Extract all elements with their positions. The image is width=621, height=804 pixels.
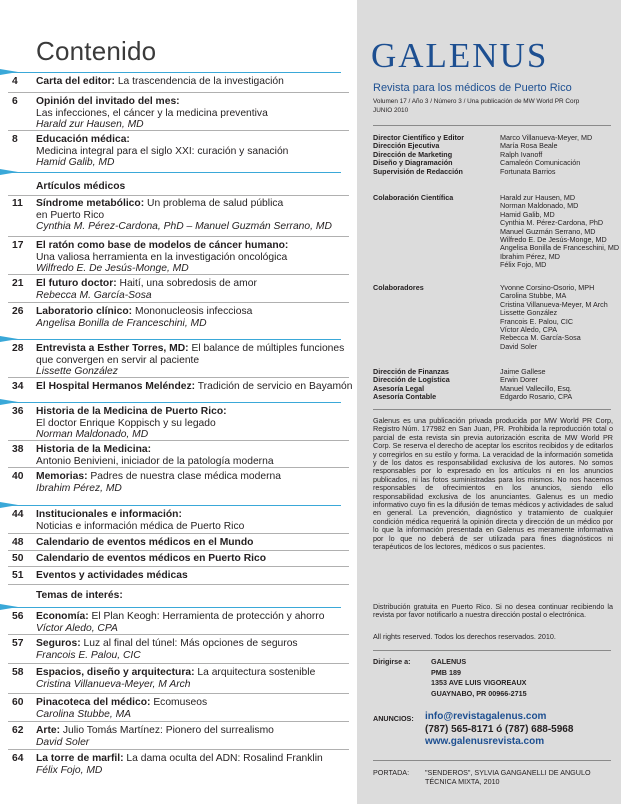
staff-admin-list — [373, 368, 613, 402]
page-number: 44 — [12, 509, 24, 520]
address-line: PMB 189 — [431, 667, 461, 677]
entry-section-title: Carta del editor: — [36, 76, 115, 87]
entry-author: Angelisa Bonilla de Franceschini, MD — [36, 317, 207, 329]
page-number: 56 — [12, 611, 24, 622]
entry-section-title: Calendario de eventos médicos en el Mundo — [36, 537, 254, 548]
entry-subtitle: Antonio Benivieni, iniciador de la patología moderna — [36, 455, 274, 467]
staff-row — [373, 343, 613, 351]
phone-numbers: (787) 565-8171 ó (787) 688-5968 — [425, 723, 574, 735]
page-number: 17 — [12, 240, 24, 251]
entry-title: El Plan Keogh: Herramienta de protección y ahorro — [88, 611, 325, 622]
entry-author: Hamid Galib, MD — [36, 157, 115, 169]
toc-divider — [8, 467, 349, 468]
staff-row — [373, 253, 613, 261]
toc-divider — [8, 749, 349, 750]
entry-title: La dama oculta del ADN: Rosalind Franklin — [123, 753, 323, 764]
masthead-panel — [357, 0, 621, 804]
scientific-collaborators-list — [373, 193, 620, 270]
entry-title: Julio Tomás Martínez: Pionero del surrealismo — [60, 725, 274, 736]
entry-section-title: El futuro doctor: — [36, 278, 117, 289]
page-number: 36 — [12, 406, 24, 417]
entry-title: Un problema de salud pública — [144, 198, 284, 209]
toc-divider — [8, 663, 349, 664]
toc-section-heading: Artículos médicos — [36, 181, 126, 192]
staff-row — [373, 318, 613, 326]
address-line: GALENUS — [431, 657, 467, 666]
entry-author: Víctor Aledo, CPA — [36, 622, 118, 634]
staff-name: Manuel Vallecillo, Esq. — [500, 383, 572, 393]
toc-divider — [8, 302, 349, 303]
entry-title: Mononucleosis infecciosa — [132, 306, 253, 317]
entry-section-title: Historia de la Medicina: — [36, 444, 152, 455]
entry-subtitle: en Puerto Rico — [36, 209, 105, 221]
collaborator-name: Rebecca M. García-Sosa — [500, 333, 581, 343]
page-number: 62 — [12, 725, 24, 736]
entry-title: Haití, una sobredosis de amor — [116, 278, 257, 289]
entry-author: Wilfredo E. De Jesús-Monge, MD — [36, 263, 189, 275]
staff-main-list — [373, 134, 613, 176]
entry-section-title: Opinión del invitado del mes: — [36, 96, 180, 107]
toc-divider — [8, 274, 349, 275]
ads-label: ANUNCIOS: — [373, 714, 414, 723]
staff-row — [373, 309, 613, 317]
page-number: 60 — [12, 697, 24, 708]
entry-author: Rebecca M. García-Sosa — [36, 289, 152, 301]
staff-name: Jaime Gallese — [500, 367, 546, 376]
entry-author: Cristina Villanueva-Meyer, M Arch — [36, 678, 191, 690]
collaborator-name: Víctor Aledo, CPA — [500, 324, 557, 334]
page-number: 4 — [12, 76, 18, 87]
toc-divider — [8, 377, 349, 378]
issue-date: JUNIO 2010 — [373, 107, 409, 114]
entry-author: Carolina Stubbe, MA — [36, 708, 132, 720]
entry-section-title: La torre de marfil: — [36, 753, 124, 764]
staff-row — [373, 243, 620, 253]
toc-divider — [8, 566, 349, 567]
collaborator-name: Félix Fojo, MD — [500, 260, 547, 270]
staff-name: Marco Villanueva-Meyer, MD — [500, 133, 593, 142]
entry-author: Félix Fojo, MD — [36, 764, 103, 776]
address-label: Dirigirse a: — [373, 657, 411, 666]
page-number: 28 — [12, 343, 24, 354]
toc-divider — [8, 550, 349, 551]
toc-title: Contenido — [36, 36, 157, 66]
staff-name: Fortunata Barrios — [500, 166, 556, 176]
entry-author: Ibrahim Pérez, MD — [36, 482, 122, 494]
email-link[interactable]: info@revistagalenus.com — [425, 711, 547, 722]
toc-divider — [8, 721, 349, 722]
entry-section-title: Pinacoteca del médico: — [36, 697, 151, 708]
entry-section-title: Historia de la Medicina de Puerto Rico: — [36, 406, 227, 417]
staff-row — [373, 334, 613, 342]
toc-divider — [0, 172, 341, 173]
entry-author: Lissette González — [36, 366, 118, 378]
entry-section-title: Seguros: — [36, 638, 81, 649]
staff-row — [373, 284, 613, 292]
page-number: 57 — [12, 638, 24, 649]
entry-section-title: Calendario de eventos médicos en Puerto Rico — [36, 553, 267, 564]
address-line: 1353 AVE LUIS VIGOREAUX — [431, 678, 527, 687]
entry-section-title: El ratón como base de modelos de cáncer humano: — [36, 240, 289, 251]
entry-section-title: Síndrome metabólico: — [36, 198, 145, 209]
collaborator-name: Norman Maldonado, MD — [500, 201, 579, 211]
entry-author: Francois E. Palou, CIC — [36, 649, 141, 661]
collaborator-name: Cynthia M. Pérez-Cardona, PhD — [500, 218, 604, 228]
toc-divider — [8, 533, 349, 534]
entry-author: Norman Maldonado, MD — [36, 429, 149, 441]
toc-divider — [0, 72, 341, 73]
colaboradores-label: Colaboradores — [373, 283, 424, 292]
toc-divider — [8, 634, 349, 635]
entry-author: Cynthia M. Pérez-Cardona, PhD – Manuel Guzmán Serrano, MD — [36, 221, 332, 233]
collaborator-name: Harald zur Hausen, MD — [500, 193, 576, 202]
entry-section-title: El Hospital Hermanos Meléndez: — [36, 381, 196, 392]
colab-cientifica-label: Colaboración Científica — [373, 193, 454, 202]
staff-name: Camaleón Comunicación — [500, 158, 581, 168]
toc-divider — [8, 236, 349, 237]
page-number: 38 — [12, 444, 24, 455]
page-number: 8 — [12, 134, 18, 145]
magazine-subtitle: Revista para los médicos de Puerto Rico — [373, 82, 572, 94]
entry-section-title: Entrevista a Esther Torres, MD: — [36, 343, 189, 354]
toc-divider — [8, 92, 349, 93]
collaborator-name: Ibrahim Pérez, MD — [500, 251, 560, 261]
staff-role: Dirección de Marketing — [373, 149, 453, 159]
toc-divider — [0, 402, 341, 403]
entry-section-title: Eventos y actividades médicas — [36, 570, 188, 581]
page-number: 50 — [12, 553, 24, 564]
entry-title: La trascendencia de la investigación — [114, 76, 284, 87]
entry-title: La arquitectura sostenible — [194, 667, 316, 678]
entry-section-title: Institucionales e información: — [36, 509, 182, 520]
toc-divider — [8, 195, 349, 196]
volume-info: Volumen 17 / Año 3 / Número 3 / Una publicación de MW World PR Corp — [373, 98, 580, 105]
toc-divider — [0, 505, 341, 506]
page-number: 26 — [12, 306, 24, 317]
website-link[interactable]: www.galenusrevista.com — [425, 736, 545, 747]
entry-subtitle: que convergen en servir al paciente — [36, 354, 200, 366]
toc-divider — [0, 339, 341, 340]
divider — [373, 650, 611, 651]
staff-role: Supervisión de Redacción — [373, 166, 463, 176]
page-number: 48 — [12, 537, 24, 548]
divider — [373, 125, 611, 126]
staff-name: María Rosa Beale — [500, 141, 558, 151]
cover-technique: TÉCNICA MIXTA, 2010 — [425, 776, 500, 786]
staff-row — [373, 393, 613, 401]
entry-subtitle: Noticias e información médica de Puerto Rico — [36, 520, 245, 532]
portada-label: PORTADA: — [373, 768, 410, 777]
collaborator-name: Carolina Stubbe, MA — [500, 291, 567, 301]
entry-subtitle: El doctor Enrique Koppisch y su legado — [36, 417, 216, 429]
entry-title: Padres de nuestra clase médica moderna — [87, 471, 281, 482]
toc-divider — [8, 584, 349, 585]
entry-section-title: Laboratorio clínico: — [36, 306, 133, 317]
page-number: 51 — [12, 570, 24, 581]
staff-role: Director Científico y Editor — [373, 133, 465, 142]
entry-subtitle: Medicina integral para el siglo XXI: curación y sanación — [36, 145, 289, 157]
page-number: 34 — [12, 381, 24, 392]
entry-title: Luz al final del túnel: Más opciones de seguros — [80, 638, 298, 649]
entry-title: El balance de múltiples funciones — [188, 343, 345, 354]
staff-role: Diseño y Diagramación — [373, 158, 453, 168]
toc-divider — [0, 607, 341, 608]
entry-title: Tradición de servicio en Bayamón — [195, 381, 353, 392]
entry-subtitle: Una valiosa herramienta en la investigación oncológica — [36, 251, 288, 263]
divider — [373, 760, 611, 761]
page-number: 40 — [12, 471, 24, 482]
page-number: 11 — [12, 198, 23, 209]
staff-row — [373, 301, 613, 309]
page-number: 21 — [12, 278, 24, 289]
collaborator-name: Francois E. Palou, CIC — [500, 316, 574, 326]
staff-role: Dirección de Finanzas — [373, 367, 449, 376]
staff-role: Dirección Ejecutiva — [373, 141, 440, 151]
galenus-logo: GALENUS — [371, 36, 549, 75]
staff-row — [373, 202, 613, 210]
staff-name: Edgardo Rosario, CPA — [500, 392, 573, 402]
staff-name: Ralph Ivanoff — [500, 149, 543, 159]
staff-row — [373, 168, 613, 176]
entry-section-title: Memorias: — [36, 471, 88, 482]
toc-section-heading: Temas de interés: — [36, 590, 123, 601]
entry-section-title: Educación médica: — [36, 134, 130, 145]
collaborator-name: Yvonne Corsino-Osorio, MPH — [500, 283, 595, 292]
collaborator-name: Cristina Villanueva-Meyer, M Arch — [500, 299, 608, 309]
entry-author: David Soler — [36, 736, 90, 748]
legal-notice: Galenus es una publicación privada producida por MW World PR Corp, Registro Núm. 177982 en San Juan, PR. Prohibida la reproducción total o parcial de esta revista sin previa autorización escrita de MW World PR Corp. Se reserva el derecho de aceptar los escritos recibidos y de editarlos y corregirlos en su estilo y forma. La veracidad de la información sometida y de los datos es responsabilidad exclusiva de los autores. No somos responsables por lo expresado en los artículos ni en los anuncios publicados, ni las fotos suministradas para los mismos. No nos hacemos responsables de ofrecimientos en los anuncios, siendo ello responsabilidad exclusiva de los anunciantes. Galenus es un medio informativo cuyo fin es la difusión de temas médicos y actividades de salud en general. La prevención, diagnóstico y tratamiento de cualquier condición médica requerirá la opinión directa y dirección de un médico por lo que la información presentada en Galenus es meramente informativa por lo que no deberá de ser utilizada para fines diagnósticos ni terapéuticos de los lectores, médicos o sus pacientes. — [373, 416, 613, 552]
staff-row — [373, 261, 613, 269]
entry-section-title: Economía: — [36, 611, 89, 622]
cover-title: "SENDEROS", SYLVIA GANGANELLI DE ANGULO — [425, 768, 591, 777]
toc-divider — [8, 130, 349, 131]
entry-title: Ecomuseos — [150, 697, 208, 708]
divider — [373, 409, 611, 410]
entry-section-title: Espacios, diseño y arquitectura: — [36, 667, 195, 678]
staff-role: Asesoría Legal — [373, 383, 425, 393]
distribution-notice: Distribución gratuita en Puerto Rico. Si no desea continuar recibiendo la revista por favor notificarlo a nuestra dirección postal o electrónica. — [373, 602, 613, 620]
page-number: 6 — [12, 96, 18, 107]
page-number: 58 — [12, 667, 24, 678]
collaborator-name: Manuel Guzmán Serrano, MD — [500, 226, 596, 236]
collaborator-name: David Soler — [500, 341, 538, 351]
toc-divider — [8, 440, 349, 441]
page-number: 64 — [12, 753, 24, 764]
staff-name: Erwin Dorer — [500, 375, 538, 385]
staff-role: Asesoría Contable — [373, 392, 437, 402]
entry-subtitle: Las infecciones, el cáncer y la medicina preventiva — [36, 107, 268, 119]
address-line: GUAYNABO, PR 00966-2715 — [431, 688, 527, 698]
collaborator-name: Hamid Galib, MD — [500, 209, 555, 219]
entry-author: Harald zur Hausen, MD — [36, 119, 144, 131]
entry-section-title: Arte: — [36, 725, 61, 736]
collaborator-name: Lissette González — [500, 308, 558, 318]
staff-role: Dirección de Logística — [373, 375, 450, 385]
collaborator-name: Wilfredo E. De Jesús-Monge, MD — [500, 234, 607, 244]
collaborator-name: Angelisa Bonilla de Franceschini, MD — [500, 243, 620, 253]
rights-notice: All rights reserved. Todos los derechos reservados. 2010. — [373, 632, 556, 641]
collaborators-list — [373, 284, 613, 351]
toc-divider — [8, 693, 349, 694]
